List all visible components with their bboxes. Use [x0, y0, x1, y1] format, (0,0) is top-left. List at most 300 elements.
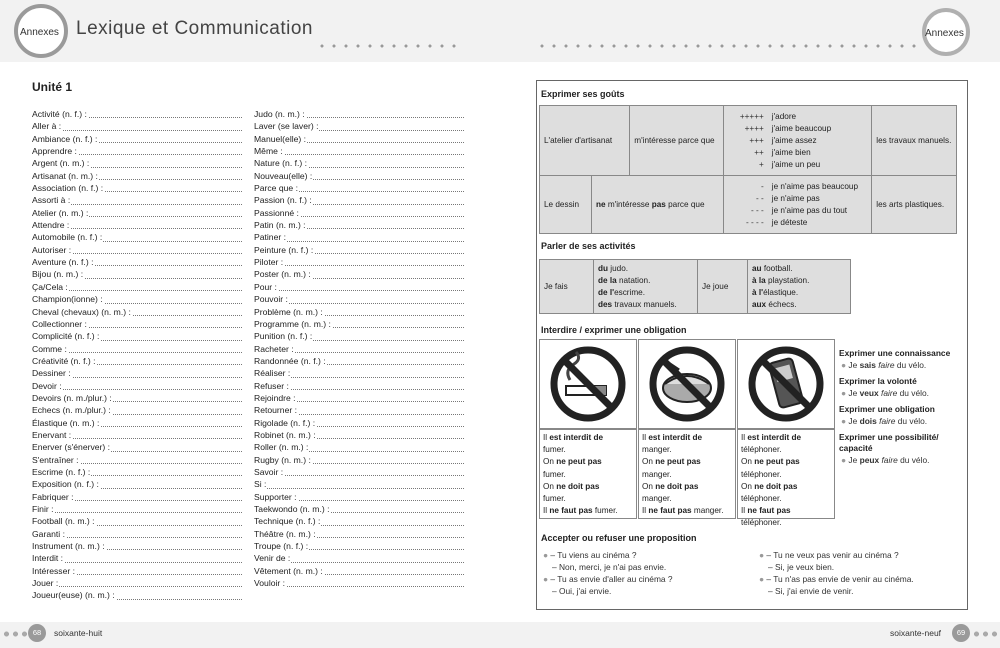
vocab-entry: [32, 441, 242, 453]
vocab-entry: [254, 306, 464, 318]
dialogue-line: [543, 573, 753, 585]
vocab-term: Passionné :: [254, 207, 299, 218]
rule-phrase: est interdit de: [549, 433, 604, 442]
interdiction-line: [543, 493, 633, 505]
vocab-term: Jouer :: [32, 578, 59, 589]
vocab-entry: [254, 478, 464, 490]
activity-line: [752, 275, 846, 287]
article: de la: [598, 275, 617, 285]
vocab-entry: [32, 268, 242, 280]
rule-text: manger.: [642, 469, 672, 479]
vocab-term: Automobile (n. f.) :: [32, 232, 103, 243]
no-phone-icon: [737, 339, 835, 429]
vocab-term: Peinture (n. f.) :: [254, 244, 314, 255]
vocab-term: Parce que :: [254, 183, 298, 194]
interdiction-line: [642, 469, 732, 481]
communication-panel: [536, 80, 968, 610]
rule-phrase: ne faut pas: [648, 506, 692, 516]
dotted-rule-left: [316, 44, 464, 48]
exprimer-example: [839, 454, 969, 466]
ex-inf: faire: [878, 388, 898, 398]
vocab-term: Atelier (n. m.) :: [32, 207, 89, 218]
bullet-icon: ●: [841, 416, 849, 426]
vocab-entry: [32, 170, 242, 182]
section-interdire-title: Interdire / exprimer une obligation: [541, 325, 687, 335]
interdiction-line: [741, 444, 831, 456]
vocab-term: Problème (n. m.) :: [254, 306, 323, 317]
dialogue-text: – Tu viens au cinéma ?: [550, 550, 637, 560]
rule-text: On: [543, 481, 557, 491]
vocab-term: Collectionner :: [32, 318, 87, 329]
vocab-entry: [254, 577, 464, 589]
vocab-entry: [32, 392, 242, 404]
vocab-term: Echecs (n. m./plur.) :: [32, 405, 111, 416]
section-activites-title: Parler de ses activités: [541, 241, 636, 251]
interdiction-line: [543, 505, 633, 517]
vocab-entry: [32, 478, 242, 490]
vocab-term: Technique (n. f.) :: [254, 516, 321, 527]
article: à l': [752, 287, 764, 297]
rule-text: téléphoner.: [741, 494, 782, 504]
rule-text: Il: [741, 433, 748, 442]
vocab-term: Enervant :: [32, 429, 72, 440]
ex-verb: sais: [859, 360, 876, 370]
vocab-entry: [254, 133, 464, 145]
rule-text: Il: [543, 433, 550, 442]
page-label-right: soixante-neuf: [890, 628, 942, 638]
vocab-term: Vêtement (n. m.) :: [254, 565, 323, 576]
vocab-entry: [254, 343, 464, 355]
dialogue-text: – Oui, j'ai envie.: [552, 586, 612, 596]
rule-text: fumer.: [543, 494, 566, 504]
vocab-entry: [254, 330, 464, 342]
exprimer-heading: Exprimer une possibilité/ capacité: [839, 432, 939, 453]
vocab-entry: [32, 515, 242, 527]
vocab-entry: [32, 281, 242, 293]
vocab-term: Exposition (n. f.) :: [32, 479, 99, 490]
scale-line: j'aime assez: [771, 135, 817, 145]
rule-text: On: [642, 481, 656, 491]
vocab-term: Argent (n. m.) :: [32, 158, 90, 169]
article: de l': [598, 287, 615, 297]
interdiction-line: [642, 432, 732, 444]
ex-post: du vélo.: [895, 416, 928, 426]
no-smoking-icon: [539, 339, 637, 429]
scale-line: je n'aime pas du tout: [771, 205, 848, 215]
bullet-icon: ●: [841, 360, 849, 370]
annexes-label-right: Annexes: [925, 28, 964, 39]
activity-line: [598, 287, 693, 299]
vocab-entry: [32, 528, 242, 540]
vocab-term: Instrument (n. m.) :: [32, 541, 105, 552]
vocab-term: Rigolade (n. f.) :: [254, 417, 316, 428]
activity-line: [752, 299, 846, 311]
vocab-term: Rugby (n. m.) :: [254, 454, 311, 465]
vocab-entry: [254, 367, 464, 379]
vocab-entry: [32, 552, 242, 564]
vocab-term: Activité (n. f.) :: [32, 109, 87, 119]
vocab-term: Pouvoir :: [254, 294, 288, 305]
vocab-term: Devoir :: [32, 380, 62, 391]
activites-subject-right: Je joue: [698, 260, 748, 314]
interdiction-grid: [539, 339, 835, 528]
interdiction-line: [543, 481, 633, 493]
vocab-entry: [32, 330, 242, 342]
vocab-entry: [254, 108, 464, 120]
bullet-icon: ●: [759, 550, 767, 560]
vocab-entry: [32, 157, 242, 169]
vocab-term: Autoriser :: [32, 244, 72, 255]
interdiction-line: [642, 456, 732, 468]
vocab-term: Supporter :: [254, 491, 297, 502]
vocab-entry: [32, 380, 242, 392]
vocab-entry: [32, 219, 242, 231]
dialogue-line: [759, 549, 967, 561]
rule-phrase: ne doit pas: [655, 481, 699, 491]
exprimer-heading: Exprimer la volonté: [839, 376, 917, 386]
ex-pre: Je: [848, 455, 860, 465]
verb-ne: ne: [596, 199, 606, 209]
ex-post: du vélo.: [894, 360, 927, 370]
vocab-entry: [254, 565, 464, 577]
vocab-term: Si :: [254, 479, 267, 490]
ex-pre: Je: [848, 360, 860, 370]
vocab-entry: [254, 392, 464, 404]
scale-line: je déteste: [771, 217, 808, 227]
no-eating-icon: [638, 339, 736, 429]
article: aux: [752, 299, 767, 309]
activity-name: playstation.: [765, 275, 810, 285]
bullet-icon: ●: [759, 574, 767, 584]
interdiction-line: [642, 481, 732, 493]
dialogue-line: [759, 573, 967, 585]
vocab-entry: [32, 343, 242, 355]
vocab-term: Apprendre :: [32, 146, 77, 157]
vocab-entry: [254, 503, 464, 515]
vocab-term: Aller à :: [32, 121, 62, 132]
vocab-entry: [32, 256, 242, 268]
scale-line: j'aime beaucoup: [771, 123, 832, 133]
vocab-column-right: [254, 108, 464, 589]
dialogues-right: [759, 549, 967, 597]
vocab-term: Savoir :: [254, 466, 284, 477]
vocab-term: Bijou (n. m.) :: [32, 269, 84, 280]
vocab-term: Complicité (n. f.) :: [32, 331, 100, 342]
vocab-entry: [254, 491, 464, 503]
rule-text: On: [741, 481, 755, 491]
activity-line: [598, 299, 693, 311]
ex-pre: Je: [848, 388, 860, 398]
section-gouts-title: Exprimer ses goûts: [541, 89, 625, 99]
rule-text: manger.: [691, 506, 724, 516]
vocab-entry: [254, 417, 464, 429]
dialogue-text: – Si, je veux bien.: [768, 562, 835, 572]
vocab-entry: [32, 589, 242, 601]
vocab-entry: [254, 552, 464, 564]
vocab-term: Robinet (n. m.) :: [254, 429, 316, 440]
vocab-term: Programme (n. m.) :: [254, 318, 331, 329]
rule-phrase: ne faut pas: [549, 506, 593, 516]
vocab-term: Créativité (n. f.) :: [32, 355, 96, 366]
vocab-entry: [254, 441, 464, 453]
footer-bar: [0, 622, 1000, 648]
vocab-term: Enerver (s'énerver) :: [32, 442, 111, 453]
vocab-term: Taekwondo (n. m.) :: [254, 504, 330, 514]
vocab-term: Dessiner :: [32, 368, 71, 379]
vocab-term: Même :: [254, 146, 283, 157]
article: à la: [752, 275, 766, 285]
vocab-entry: [32, 145, 242, 157]
activity-name: travaux manuels.: [612, 299, 677, 309]
vocab-entry: [254, 281, 464, 293]
verb-mid: m'intéresse: [605, 199, 652, 209]
vocab-entry: [32, 318, 242, 330]
page-label-left: soixante-huit: [54, 628, 103, 638]
page-title: Lexique et Communication: [76, 18, 313, 39]
ex-pre: Je: [848, 416, 860, 426]
rule-phrase: ne doit pas: [754, 481, 798, 491]
vocab-term: Escrime (n. f.) :: [32, 466, 91, 477]
vocab-term: Retourner :: [254, 405, 297, 416]
dialogue-line: [759, 561, 967, 573]
vocab-entry: [32, 367, 242, 379]
article: des: [598, 299, 613, 309]
vocab-entry: [32, 429, 242, 441]
scale-line: j'aime un peu: [771, 159, 821, 169]
ex-verb: veux: [859, 388, 879, 398]
activites-list-left: [594, 260, 698, 314]
dialogue-text: – Tu n'as pas envie de venir au cinéma.: [766, 574, 914, 584]
bullet-icon: ●: [841, 455, 849, 465]
interdiction-line: [543, 444, 633, 456]
article: du: [598, 263, 609, 273]
vocab-term: Garanti :: [32, 528, 65, 539]
vocab-entry: [32, 404, 242, 416]
vocab-entry: [32, 207, 242, 219]
dialogue-line: [543, 549, 753, 561]
scale-line: - -: [756, 193, 764, 203]
gouts-object-1: les travaux manuels.: [872, 106, 957, 176]
interdiction-line: [741, 456, 831, 468]
vocab-entry: [32, 417, 242, 429]
interdiction-line: [741, 481, 831, 493]
scale-line: j'aime bien: [771, 147, 811, 157]
vocab-term: Artisanat (n. m.) :: [32, 170, 98, 181]
vocab-term: Ça/Cela :: [32, 281, 68, 292]
vocab-entry: [254, 404, 464, 416]
vocab-entry: [254, 515, 464, 527]
vocab-term: Patin (n. m.) :: [254, 220, 306, 231]
activity-line: [752, 287, 846, 299]
activity-line: [598, 275, 693, 287]
vocab-term: Aventure (n. f.) :: [32, 257, 94, 268]
gouts-object-2: les arts plastiques.: [872, 176, 957, 234]
vocab-entry: [32, 565, 242, 577]
bullet-icon: ●: [543, 550, 551, 560]
page-number-left: 68: [28, 624, 46, 642]
ex-verb: peux: [859, 455, 880, 465]
vocab-term: Manuel(elle) :: [254, 133, 307, 144]
vocab-entry: [254, 120, 464, 132]
annexes-label-left: Annexes: [20, 27, 59, 38]
vocab-entry: [254, 256, 464, 268]
vocab-entry: [254, 182, 464, 194]
vocab-entry: [254, 157, 464, 169]
vocab-term: Nouveau(elle) :: [254, 170, 313, 181]
vocab-term: Venir de :: [254, 553, 291, 564]
rule-text: fumer.: [543, 445, 566, 455]
vocab-term: Poster (n. m.) :: [254, 269, 311, 280]
vocab-term: Vouloir :: [254, 578, 286, 589]
vocab-term: Attendre :: [32, 220, 70, 231]
vocab-entry: [32, 454, 242, 466]
vocab-entry: [254, 170, 464, 182]
ex-inf: faire: [875, 360, 895, 370]
exprimer-heading: Exprimer une connaissance: [839, 348, 951, 358]
rule-phrase: ne faut pas: [747, 506, 791, 516]
activity-name: élastique.: [763, 287, 799, 297]
vocab-term: Joueur(euse) (n. m.) :: [32, 590, 115, 601]
vocab-entry: [32, 491, 242, 503]
scale-line: +++: [749, 135, 764, 145]
bullet-icon: ●: [543, 574, 551, 584]
vocab-entry: [254, 145, 464, 157]
rule-phrase: ne peut pas: [556, 457, 602, 467]
exprimer-example: [839, 359, 969, 371]
gouts-plus-scale: [724, 106, 768, 176]
interdiction-text-fumer: [539, 429, 637, 519]
vocab-term: Punition (n. f.) :: [254, 331, 313, 342]
activity-name: échecs.: [766, 299, 797, 309]
rule-text: Il: [642, 506, 649, 516]
scale-line: +++++: [739, 111, 764, 121]
vocab-term: Judo (n. m.) :: [254, 109, 305, 119]
exprimer-heading: Exprimer une obligation: [839, 404, 935, 414]
rule-text: On: [741, 457, 755, 467]
dialogue-line: [543, 561, 753, 573]
interdiction-line: [642, 505, 732, 517]
ex-post: du vélo.: [897, 388, 929, 398]
scale-line: - - -: [751, 205, 764, 215]
rule-text: Il: [642, 433, 649, 442]
vocab-entry: [254, 293, 464, 305]
dialogue-line: [759, 585, 967, 597]
vocab-entry: [32, 466, 242, 478]
vocab-entry: [32, 540, 242, 552]
section-accepter-title: Accepter ou refuser une proposition: [541, 533, 697, 543]
interdiction-text-manger: [638, 429, 736, 519]
gouts-verb-1: m'intéresse parce que: [630, 106, 724, 176]
rule-text: manger.: [642, 494, 672, 504]
unit-title: Unité 1: [32, 80, 73, 94]
gouts-phrases-2: [768, 176, 872, 234]
vocab-entry: [254, 355, 464, 367]
scale-line: ++: [754, 147, 764, 157]
rule-phrase: ne peut pas: [754, 457, 800, 467]
gouts-minus-scale: [724, 176, 768, 234]
rule-text: Il: [543, 506, 550, 516]
vocab-entry: [254, 540, 464, 552]
interdiction-line: [741, 505, 831, 529]
dialogue-text: – Si, j'ai envie de venir.: [768, 586, 854, 596]
rule-text: téléphoner.: [741, 445, 782, 455]
article: au: [752, 263, 762, 273]
vocab-entry: [32, 194, 242, 206]
scale-line: ++++: [744, 123, 764, 133]
rule-text: fumer.: [543, 469, 566, 479]
page-number-right: 69: [952, 624, 970, 642]
vocab-term: Laver (se laver) :: [254, 121, 319, 132]
vocab-entry: [254, 244, 464, 256]
scale-line: - - - -: [746, 217, 764, 227]
vocab-entry: [32, 293, 242, 305]
dialogues-left: [543, 549, 753, 597]
ex-post: du vélo.: [897, 455, 930, 465]
vocab-term: Comme :: [32, 343, 67, 354]
vocab-entry: [254, 380, 464, 392]
scale-line: je n'aime pas: [771, 193, 820, 203]
rule-text: On: [642, 457, 656, 467]
gouts-table: [539, 105, 957, 234]
rule-phrase: est interdit de: [747, 433, 802, 442]
vocab-term: Réaliser :: [254, 368, 291, 379]
vocab-entry: [254, 454, 464, 466]
vocab-entry: [32, 306, 242, 318]
rule-text: fumer.: [592, 506, 618, 516]
interdiction-line: [741, 493, 831, 505]
vocab-term: Champion(ionne) :: [32, 294, 103, 305]
dialogue-line: [543, 585, 753, 597]
vocab-term: Cheval (chevaux) (n. m.) :: [32, 306, 131, 317]
vocab-entry: [32, 577, 242, 589]
scale-line: je n'aime pas beaucoup: [771, 181, 859, 191]
vocab-term: Interdit :: [32, 553, 64, 564]
dotted-rule-right: [536, 44, 916, 48]
vocab-term: Roller (n. m.) :: [254, 442, 309, 453]
ex-inf: faire: [879, 455, 898, 465]
rule-phrase: ne peut pas: [655, 457, 701, 467]
interdiction-line: [543, 456, 633, 468]
gouts-subject-1: L'atelier d'artisanat: [540, 106, 630, 176]
gouts-subject-2: Le dessin: [540, 176, 592, 234]
bullet-icon: ●: [841, 388, 849, 398]
rule-phrase: ne doit pas: [556, 481, 600, 491]
activity-line: [752, 263, 846, 275]
vocab-column-left: [32, 108, 242, 602]
rule-text: manger.: [642, 445, 672, 455]
interdiction-line: [543, 469, 633, 481]
vocab-entry: [32, 182, 242, 194]
gouts-verb-2: [592, 176, 724, 234]
ex-inf: faire: [876, 416, 896, 426]
vocab-term: Randonnée (n. f.) :: [254, 355, 326, 366]
dialogue-text: – Tu as envie d'aller au cinéma ?: [550, 574, 673, 584]
interdiction-line: [642, 444, 732, 456]
ex-verb: dois: [859, 416, 877, 426]
vocab-entry: [254, 318, 464, 330]
vocab-term: Théâtre (n. m.) :: [254, 528, 316, 539]
interdiction-text-telephoner: [737, 429, 835, 528]
vocab-term: Football (n. m.) :: [32, 516, 95, 527]
vocab-entry: [254, 268, 464, 280]
vocab-entry: [254, 207, 464, 219]
vocab-entry: [254, 231, 464, 243]
activites-list-right: [748, 260, 851, 314]
dialogue-text: – Tu ne veux pas venir au cinéma ?: [766, 550, 899, 560]
vocab-term: Piloter :: [254, 257, 284, 268]
vocab-term: Association (n. f.) :: [32, 183, 104, 194]
activites-table: [539, 259, 851, 314]
